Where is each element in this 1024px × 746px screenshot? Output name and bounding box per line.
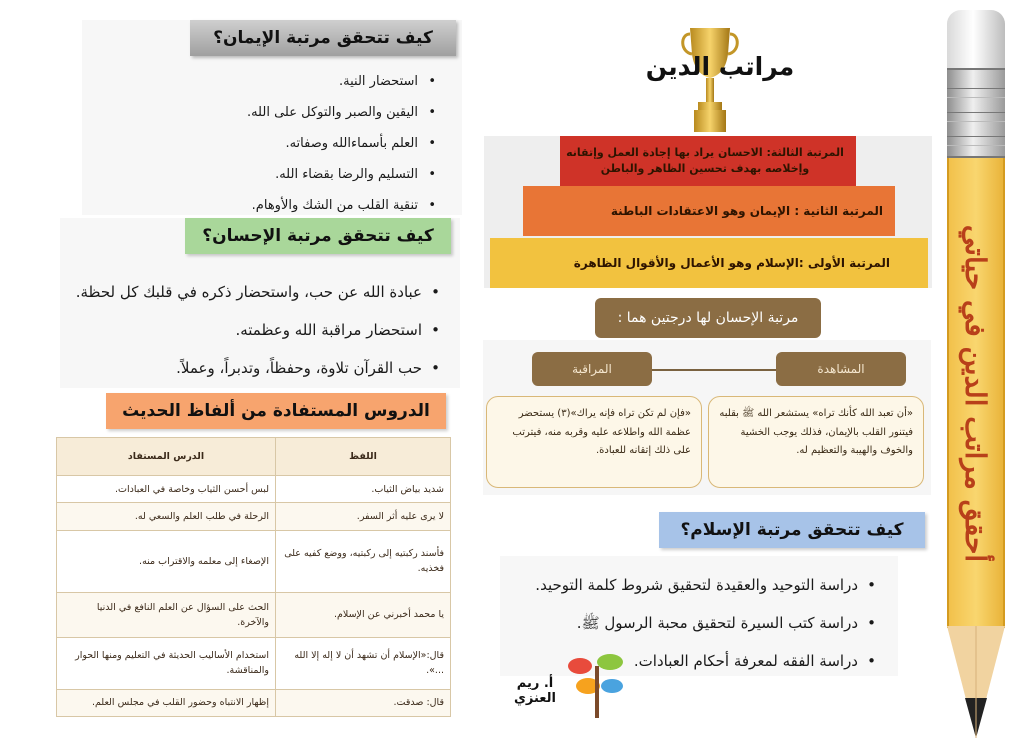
list-item: • التسليم والرضا بقضاء الله. [190,159,436,190]
table-cell: إظهار الانتباه وحضور القلب في مجلس العلم. [57,689,276,716]
lessons-header: الدروس المستفادة من ألفاظ الحديث [106,393,446,429]
degree-left-label: المراقبة [532,352,652,386]
table-row [57,592,451,637]
pencil-tip-icon [947,626,1005,738]
degree-left-card: «فإن لم تكن تراه فإنه يراك»(٣) يستحضر عظمة الله واطلاعه عليه وقربه منه، فيترتب على ذلك إتقانه للعبادة. [486,396,702,488]
list-item: • دراسة كتب السيرة لتحقيق محبة الرسول ﷺ. [520,604,876,642]
list-item: • عبادة الله عن حب، واستحضار ذكره في قلبك كل لحظة. [70,273,440,311]
list-item: • استحضار مراقبة الله وعظمته. [70,311,440,349]
column-header-word: اللفظ [276,438,451,476]
list-item: • حب القرآن تلاوة، وحفظاً، وتدبراً، وعملاً. [70,349,440,387]
table-cell: لبس أحسن الثياب وخاصة في العبادات. [57,476,276,503]
table-row [57,530,451,592]
list-item: • تنقية القلب من الشك والأوهام. [190,190,436,221]
list-item: • دراسة الفقه لمعرفة أحكام العبادات. [520,642,876,680]
pencil-ferrule [947,68,1005,158]
trophy-icon [680,26,740,136]
list-item: • دراسة التوحيد والعقيدة لتحقيق شروط كلمة التوحيد. [520,566,876,604]
table-cell: الحث على السؤال عن العلم النافع في الدنيا والآخرة. [57,592,276,637]
table-cell: يا محمد أخبرني عن الإسلام. [276,592,451,637]
iman-header: كيف تتحقق مرتبة الإيمان؟ [190,20,456,56]
ihsan-header: كيف تتحقق مرتبة الإحسان؟ [185,218,451,254]
logo-plant-icon [566,652,626,722]
iman-list [190,66,436,221]
pencil-eraser [947,10,1005,70]
table-cell: الرحلة في طلب العلم والسعي له. [57,503,276,530]
table-cell: فأسند ركبتيه إلى ركبتيه، ووضع كفيه على فخذيه. [276,530,451,592]
ihsan-list [70,273,440,387]
stair-second-label: المرتبة الثانية : الإيمان وهو الاعتقادات الباطنة [610,204,883,218]
degree-right-label: المشاهدة [776,352,906,386]
table-cell: قال: صدقت. [276,689,451,716]
table-cell: لا يرى عليه أثر السفر. [276,503,451,530]
table-row [57,637,451,689]
stair-first-label: المرتبة الأولى :الإسلام وهو الأعمال والأقوال الظاهرة [573,256,890,270]
stair-third-label: المرتبة الثالثة: الاحسان يراد بها إجادة العمل وإتقانه وإخلاصه بهدف تحسين الظاهر والباطن [566,145,844,175]
list-item: • اليقين والصبر والتوكل على الله. [190,97,436,128]
islam-header: كيف تتحقق مرتبة الإسلام؟ [659,512,925,548]
table-cell: الإصغاء إلى معلمه والاقتراب منه. [57,530,276,592]
degree-right-card: «أن تعبد الله كأنك تراه» يستشعر الله ﷺ بقلبه فيتنور القلب بالإيمان، فذلك يوجب الخشية والخوف والهيبة والتعظيم له. [708,396,924,488]
table-row [57,476,451,503]
column-header-lesson: الدرس المستفاد [57,438,276,476]
list-item: • استحضار النية. [190,66,436,97]
logo-name: أ. ريم العنزي [514,676,556,706]
lessons-table [56,437,451,717]
table-row [57,503,451,530]
table-cell: استخدام الأساليب الحديثة في التعليم ومنها الحوار والمناقشة. [57,637,276,689]
table-row [57,689,451,716]
ihsan-degrees-title: مرتبة الإحسان لها درجتين هما : [595,298,821,338]
main-title: مراتب الدين [645,52,795,81]
pencil-title: أحقق مراتب الدين في حياتي [959,224,993,562]
table-cell: قال:«الإسلام أن تشهد أن لا إله إلا الله ...». [276,637,451,689]
table-cell: شديد بياض الثياب. [276,476,451,503]
list-item: • العلم بأسماءالله وصفاته. [190,128,436,159]
